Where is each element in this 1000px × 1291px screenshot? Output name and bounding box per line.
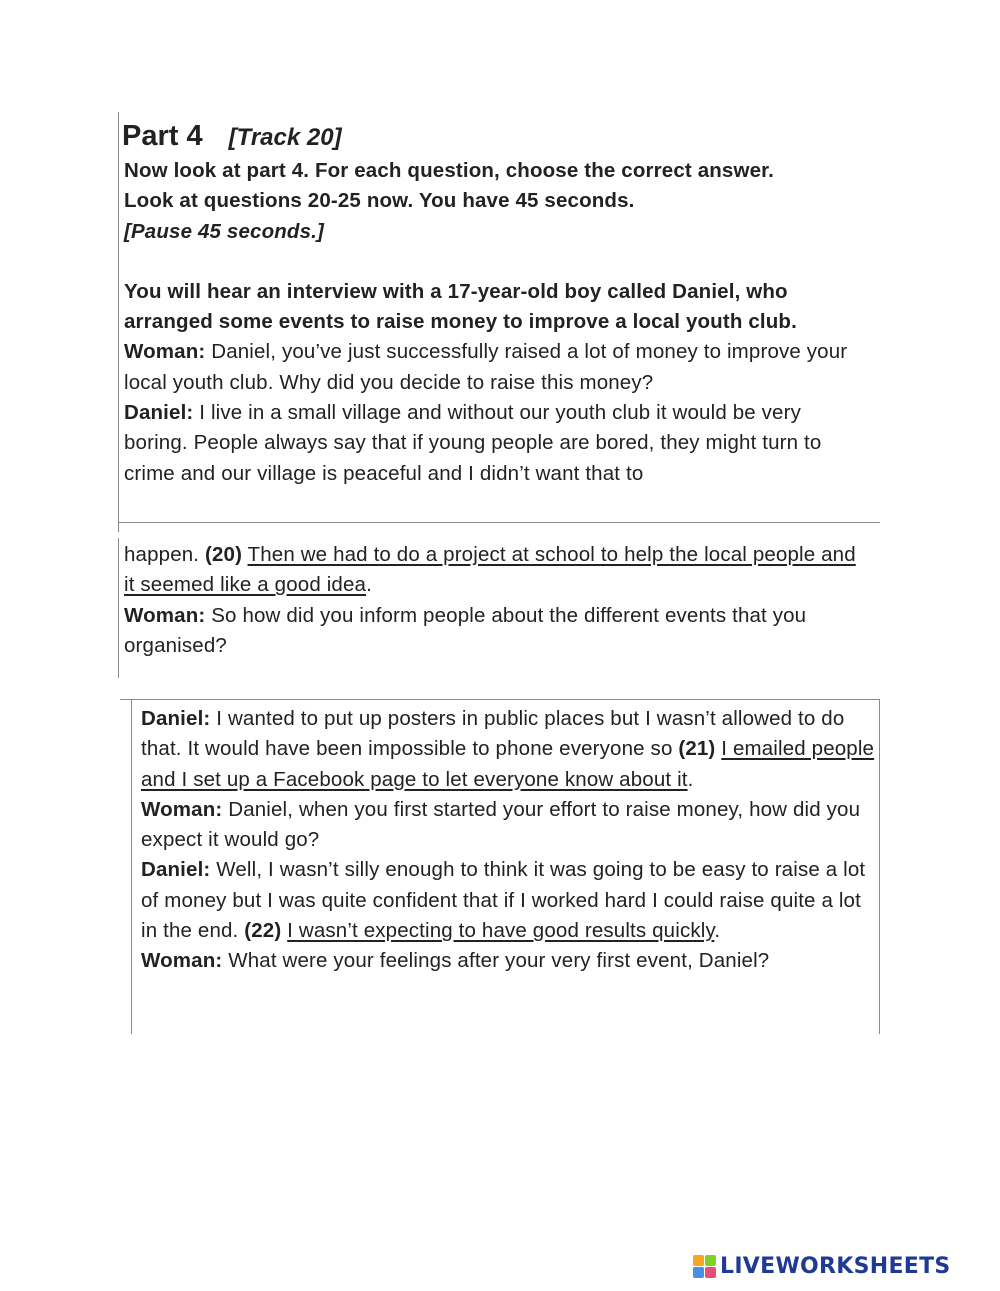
track-label: [Track 20] [228,124,342,151]
liveworksheets-logo-icon [693,1255,716,1278]
question-20-label: (20) [205,543,243,566]
transcript-section-3 [141,704,876,977]
spacer [124,247,864,277]
woman-turn-2 [124,601,869,662]
woman-text: Daniel, you’ve just successfully raised a lot of money to improve your local youth club. Why did you decide to raise this money? [124,340,848,394]
intro-line-1: You will hear an interview with a 17-year-old boy called Daniel, who [124,279,788,303]
part-title: Part 4 [122,120,203,152]
part-heading [122,118,342,156]
speaker-daniel: Daniel: [124,401,194,425]
scan-border-left-top [118,112,119,532]
pause-instruction: [Pause 45 seconds.] [124,219,324,243]
period: . [687,767,694,791]
logo-cell [705,1255,716,1266]
answer-21-text: I emailed people and I set up a Facebook page to let everyone know about it [141,737,875,791]
scan-border-right-bottom [879,700,880,1034]
woman-turn-4 [141,946,876,976]
instruction-line-2: Look at questions 20-25 now. You have 45 seconds. [124,189,635,213]
daniel-text: Well, I wasn’t silly enough to think it was going to be easy to raise a lot of money but I was quite confident that if I worked hard I could raise quite a lot in the end. [141,858,866,943]
liveworksheets-watermark [693,1254,951,1279]
scan-border-left-middle [118,538,119,678]
logo-cell [705,1267,716,1278]
daniel-text: I live in a small village and without our youth club it would be very boring. People always say that if young people are bored, they might turn to crime and our village is peaceful and I didn’t want that to [124,401,822,485]
speaker-daniel: Daniel: [141,707,211,730]
scan-border-top-bottom [120,699,880,700]
woman-turn-1 [124,337,864,398]
instruction-line-1: Now look at part 4. For each question, choose the correct answer. [124,159,774,182]
speaker-woman: Woman: [124,603,206,627]
watermark-text: LIVEWORKSHEETS [720,1254,951,1279]
woman-turn-3 [141,795,876,856]
speaker-woman: Woman: [141,797,223,821]
period: . [714,919,721,943]
speaker-woman: Woman: [141,949,223,973]
question-22-label: (22) [244,919,282,943]
question-21-label: (21) [678,737,716,761]
answer-20-text: Then we had to do a project at school to help the local people and it seemed like a good idea [124,543,856,597]
daniel-text: I wanted to put up posters in public places but I wasn’t allowed to do that. It would have been impossible to phone everyone so [141,707,845,761]
continuation-text: happen. [124,543,205,566]
scan-border-left-bottom [131,700,132,1034]
logo-cell [693,1267,704,1278]
transcript-section-1 [124,156,864,489]
daniel-turn-2 [141,704,876,795]
woman-text: So how did you inform people about the different events that you organised? [124,603,807,657]
speaker-daniel: Daniel: [141,858,211,882]
scan-border-bottom-top [118,522,880,523]
logo-cell [693,1255,704,1266]
period: . [366,573,372,597]
daniel-turn-3 [141,855,876,946]
speaker-woman: Woman: [124,340,206,364]
woman-text: Daniel, when you first started your effort to raise money, how did you expect it would go? [141,797,861,852]
woman-text: What were your feelings after your very first event, Daniel? [222,949,770,973]
answer-20-paragraph [124,540,869,601]
answer-22-text: I wasn’t expecting to have good results quickly [287,919,715,943]
daniel-turn-1 [124,398,864,489]
intro-line-2: arranged some events to raise money to improve a local youth club. [124,310,797,334]
transcript-section-2 [124,540,869,661]
